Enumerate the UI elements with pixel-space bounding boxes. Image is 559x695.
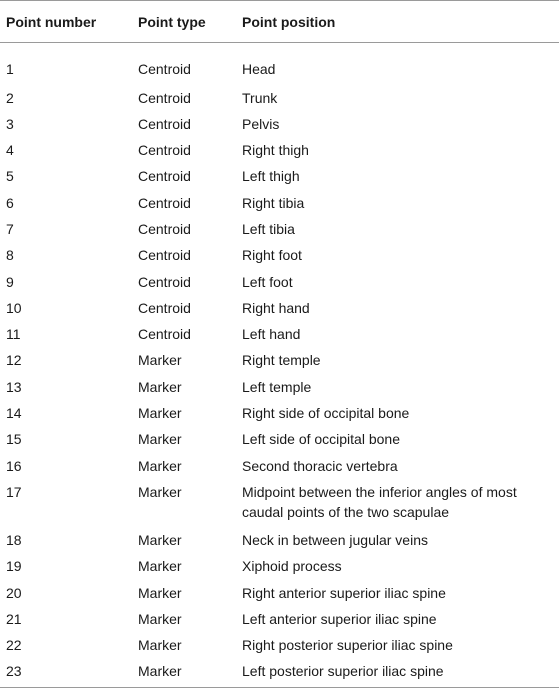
table-row xyxy=(0,374,559,400)
cell-point-type: Marker xyxy=(138,378,182,395)
cell-point-number: 2 xyxy=(6,89,14,106)
cell-point-position: Left posterior superior iliac spine xyxy=(236,658,559,688)
cell-point-number: 23 xyxy=(0,658,132,688)
cell-point-number: 18 xyxy=(6,531,22,548)
cell-point-number: 17 xyxy=(6,483,22,500)
table-row xyxy=(0,606,559,632)
cell-point-position: Head xyxy=(242,61,276,77)
cell-point-type: Marker xyxy=(138,457,182,474)
cell-point-type: Centroid xyxy=(138,142,191,159)
table-row xyxy=(0,632,559,658)
cell-point-number: 15 xyxy=(6,431,22,448)
cell-point-type: Marker xyxy=(138,584,182,601)
cell-point-number: 3 xyxy=(6,115,14,132)
table-row xyxy=(0,163,559,189)
table-row xyxy=(0,242,559,268)
cell-point-type: Marker xyxy=(138,483,182,500)
cell-point-type: Marker xyxy=(132,658,236,688)
cell-point-position: Neck in between jugular veins xyxy=(242,531,428,548)
table-row xyxy=(0,553,559,579)
cell-point-position: Second thoracic vertebra xyxy=(242,457,398,474)
cell-point-position: Left side of occipital bone xyxy=(242,431,400,448)
header-point-position: Point position xyxy=(236,1,559,43)
table-row xyxy=(0,269,559,295)
cell-point-position: Midpoint between the inferior angles of most caudal points of the two scapulae xyxy=(242,483,517,520)
cell-point-type: Centroid xyxy=(138,115,191,132)
cell-point-type: Centroid xyxy=(138,326,191,343)
cell-point-position: Left thigh xyxy=(242,168,300,185)
cell-point-type: Marker xyxy=(138,405,182,422)
table-row xyxy=(0,43,559,85)
cell-point-type: Centroid xyxy=(138,299,191,316)
cell-point-position: Right foot xyxy=(242,247,302,264)
cell-point-type: Marker xyxy=(138,352,182,369)
cell-point-position: Right anterior superior iliac spine xyxy=(242,584,446,601)
cell-point-type: Marker xyxy=(138,431,182,448)
table-row xyxy=(0,400,559,426)
table-row xyxy=(0,295,559,321)
cell-point-position: Pelvis xyxy=(242,115,280,132)
cell-point-position: Trunk xyxy=(242,89,278,106)
table-row xyxy=(0,426,559,452)
cell-point-position: Right tibia xyxy=(242,194,305,211)
cell-point-number: 22 xyxy=(6,637,22,654)
table-row xyxy=(0,580,559,606)
table-row xyxy=(0,453,559,479)
cell-point-number: 13 xyxy=(6,378,22,395)
cell-point-type: Centroid xyxy=(138,61,191,77)
cell-point-number: 5 xyxy=(6,168,14,185)
cell-point-type: Marker xyxy=(138,531,182,548)
cell-point-type: Centroid xyxy=(138,220,191,237)
cell-point-type: Marker xyxy=(138,558,182,575)
cell-point-position: Right thigh xyxy=(242,142,309,159)
cell-point-type: Centroid xyxy=(138,273,191,290)
cell-point-position: Left anterior superior iliac spine xyxy=(242,610,437,627)
table-row xyxy=(0,321,559,347)
cell-point-number: 8 xyxy=(6,247,14,264)
cell-point-number: 19 xyxy=(6,558,22,575)
cell-point-type: Centroid xyxy=(138,168,191,185)
table-row xyxy=(0,111,559,137)
cell-point-position: Xiphoid process xyxy=(242,558,342,575)
cell-point-number: 21 xyxy=(6,610,22,627)
cell-point-position: Right posterior superior iliac spine xyxy=(242,637,453,654)
cell-point-type: Marker xyxy=(138,637,182,654)
cell-point-type: Centroid xyxy=(138,247,191,264)
cell-point-number: 14 xyxy=(6,405,22,422)
table-row xyxy=(0,190,559,216)
cell-point-position: Right temple xyxy=(242,352,321,369)
cell-point-number: 11 xyxy=(6,326,21,343)
header-point-type: Point type xyxy=(132,1,236,43)
cell-point-number: 7 xyxy=(6,220,14,237)
cell-point-number: 4 xyxy=(6,142,14,159)
table-row xyxy=(0,216,559,242)
cell-point-number: 20 xyxy=(6,584,22,601)
cell-point-position: Left tibia xyxy=(242,220,295,237)
cell-point-type: Marker xyxy=(138,610,182,627)
header-row xyxy=(0,1,559,43)
table-body xyxy=(0,43,559,688)
header-point-number: Point number xyxy=(0,1,132,43)
cell-point-type: Centroid xyxy=(138,89,191,106)
table-row xyxy=(0,85,559,111)
table-header xyxy=(0,1,559,43)
cell-point-number: 10 xyxy=(6,299,22,316)
cell-point-number: 16 xyxy=(6,457,22,474)
table-row xyxy=(0,347,559,373)
table-row xyxy=(0,137,559,163)
cell-point-number: 6 xyxy=(6,194,14,211)
cell-point-position: Right hand xyxy=(242,299,310,316)
cell-point-number: 12 xyxy=(6,352,22,369)
cell-point-position: Left temple xyxy=(242,378,312,395)
table-row xyxy=(0,479,559,527)
cell-point-position: Right side of occipital bone xyxy=(242,405,410,422)
cell-point-position: Left foot xyxy=(242,273,293,290)
cell-point-position: Left hand xyxy=(242,326,301,343)
cell-point-number: 1 xyxy=(6,61,14,77)
cell-point-type: Centroid xyxy=(138,194,191,211)
table-row xyxy=(0,658,559,688)
table-row xyxy=(0,527,559,553)
cell-point-number: 9 xyxy=(6,273,14,290)
